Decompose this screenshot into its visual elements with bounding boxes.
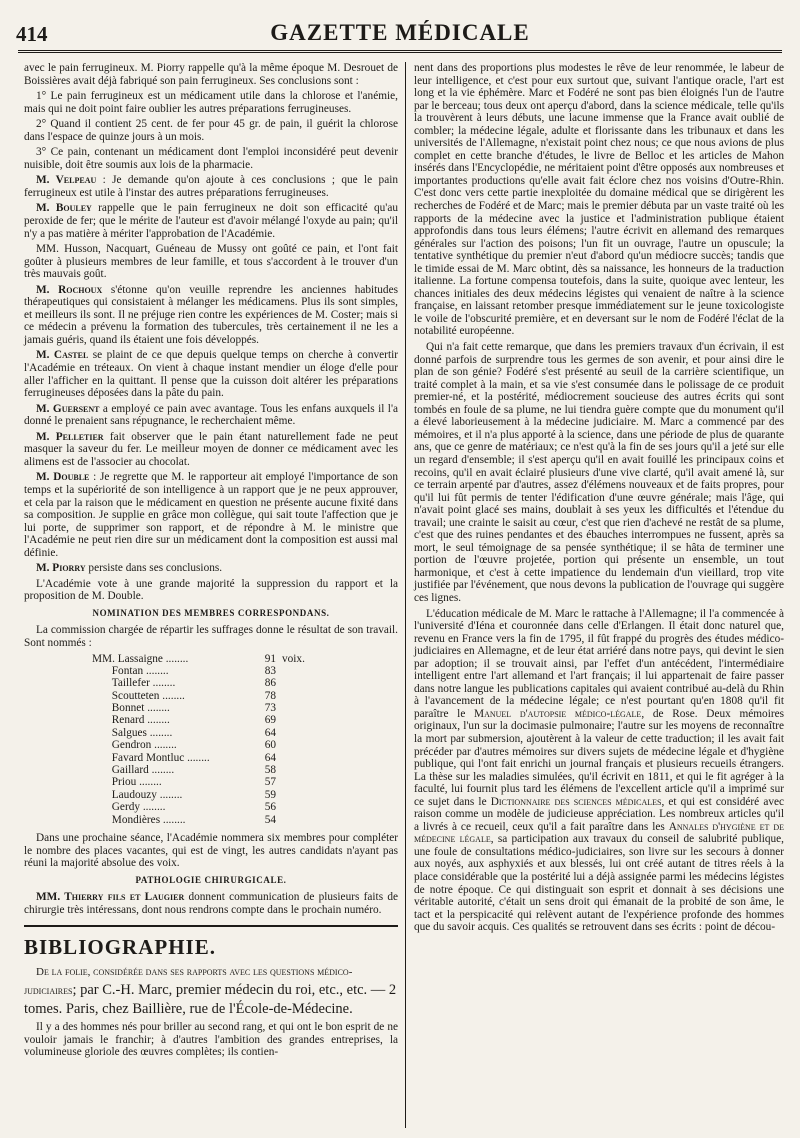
book-reference: Dictionnaire des sciences médicales [490,795,662,808]
vote-row [92,789,398,801]
vote-count: 59 [264,788,276,801]
member-name: Gaillard ........ [92,764,175,777]
vote-count: 54 [264,813,276,826]
speech-text: fait observer que le pain étant naturellement fade ne peut masquer la saveur du fer. Le meilleur moyen de donner ce médicament avec les alimens est de l'associer au chocolat. [24,430,398,468]
paragraph [24,202,398,240]
member-name: Gerdy ........ [92,801,166,814]
speech-text: : Je demande qu'on ajoute à ces conclusions ; que le pain ferrugineux est utile à l'instar des autres préparations ferrugineuses. [24,174,399,199]
vote-count: 86 [264,677,276,690]
vote-count: 64 [264,751,276,764]
text-run: , sa participation aux travaux du conseil de salubrité publique, une foule de consultations médico-judiciaires, son livre sur les secours à donner aux noyés, aux asphyxiés et aux blessés, lui ont créé autant de titres réels à la place considérable que la postérité lui a déjà assignée parmi les médecins légistes de notre époque. Ce qui distinguait son esprit et donnait à ses décisions une véritable autorité, c'était un sens droit qui émanait de la probité de son âme, le tact et la perspicacité qui relèvent autant de l'expérience profonde des hommes que du savoir acquis. Ces qualités se retrouvent dans ses écrits : point de décou- [414,833,784,934]
speech-text: rappelle que le pain ferrugineux ne doit son efficacité qu'au peroxide de fer; que le mérite de l'auteur est d'avoir mélangé l'oxyde au pain; qu'il n'y a pas matière à mériter l'approbation de l'Académie. [24,202,399,240]
journal-reference: Annales d'hygiène et de médecine légale [414,820,785,846]
speech-text: s'étonne qu'on veuille reprendre les anciennes habitudes thérapeutiques qui consistaient à mélanger les médicamens. Plus ils sont simples, et meilleurs ils sont. Il ne préjuge rien contre les expériences de M. Coster; mais si ce médecin a prévenu la formation des tubercules, très certainement il ne les a jamais guéris, quand ils étaient une fois développés. [24,283,398,346]
member-name: Renard ........ [92,714,170,727]
page-header [10,14,790,52]
vote-row [92,727,398,739]
paragraph: L'Académie vote à une grande majorité la suppression du rapport et la proposition de M. Double. [24,577,398,603]
speaker-name: M. Pelletier [36,430,104,443]
member-name: Salgues ........ [92,726,173,739]
speech-text: persiste dans ses conclusions. [85,562,223,575]
paragraph [24,403,398,428]
speaker-name: MM. Thierry fils et Laugier [36,891,185,904]
vote-count: 64 [264,726,276,739]
member-name: Favard Montluc ........ [92,751,210,764]
book-title [24,962,398,1018]
vote-unit: voix. [282,652,305,665]
vote-row [92,665,398,677]
paragraph [24,562,398,575]
member-name: Laudouzy ........ [92,788,183,801]
left-column [24,62,398,1062]
vote-row [92,702,398,714]
vote-row [92,764,398,776]
conclusion-1: 1° Le pain ferrugineux est un médicament utile dans la chlorose et l'anémie, mais qui ne doit point faire oublier les autres préparations ferrugineuses. [24,90,398,115]
votes-list [92,653,398,826]
right-column [414,62,784,937]
header-rule [18,50,782,53]
text-run: , de Rose. Deux mémoires originaux, l'un sur la docimasie pulmonaire; l'autre sur les moyens de reconnaître la mort par submersion, ajoutèrent à la valeur de cette traduction; il les avait fait précéder par d'autres mémoires sur divers sujets de médecine légale et d'hygiène publique, qui l'ont fait enrichi un journal français et plusieurs recueils étrangers. La thèse sur les maladies simulées, qu'il écrivit en 1811, et qui le fit agréger à la faculté, lui fournit plus tard les élémens de l'excellent article qu'il a imprimé sur ce sujet dans le [414,707,785,808]
speaker-name: M. Velpeau [36,174,97,187]
section-heading-pathology: PATHOLOGIE CHIRURGICALE. [135,874,287,885]
vote-row [92,714,398,726]
speech-text: donnent communication de plusieurs faits de chirurgie très intéressans, dont nous rendrons compte dans le prochain numéro. [24,891,399,916]
speech-text: : Je regrette que M. le rapporteur ait employé l'importance de son temps et la supériorité de son intelligence à un rapport que je ne peux approuver, et cela par la raison que le médicament en question ne présente aucune fixité dans sa composition. Je supplie en grâce mon collègue, qui sait toute l'affection que je lui porte, de supprimer son rapport, et de répondre à M. le ministre que l'Académie ne peut rien dire sur un médicament dont la composition est aussi mal définie. [24,471,398,559]
speaker-name: M. Piorry [36,562,86,575]
paragraph: avec le pain ferrugineux. M. Piorry rappelle qu'à la même époque M. Desrouet de Boissières avait déjà fabriqué son pain ferrugineux. Ses conclusions sont : [24,62,398,87]
conclusion-3: 3° Ce pain, contenant un médicament dont l'emploi inconsidéré peut devenir nuisible, doit être soumis aux lois de la pharmacie. [24,146,398,171]
vote-row [92,752,398,764]
journal-title: GAZETTE MÉDICALE [270,20,530,45]
paragraph: Il y a des hommes nés pour briller au second rang, et qui ont le bon esprit de ne vouloir jamais le franchir; à d'autres l'ambition des grandes entreprises, la volumineuse gloriole des œuvres complètes; ils contien- [24,1021,398,1059]
paragraph [414,608,784,934]
paragraph [24,349,398,399]
vote-row [92,776,398,788]
speaker-name: M. Bouley [36,202,92,215]
vote-count: 73 [264,702,276,715]
vote-row [92,653,398,665]
conclusion-2: 2° Quand il contient 25 cent. de fer pour 45 gr. de pain, il guérit la chlorose dans l'espace de quinze jours à un mois. [24,118,398,143]
member-name: Mondières ........ [92,813,186,826]
vote-count: 78 [264,689,276,702]
vote-count: 58 [264,764,276,777]
text-run: L'éducation médicale de M. Marc le rattache à l'Allemagne; il l'a commencée à l'université d'Iéna et couronnée dans celle d'Erlangen. Il était donc naturel que, revenu en France vers la fin de 1795, il fût frappé du progrès des études médico-judiciaires en Allemagne, et de leur état arriéré dans notre pays, qui devint le sien par adoption; il se trouvait ainsi, par l'effet d'un antécédent, l'intermédiaire intelligent entre l'art allemand et l'art français; il lui appartenait de faire passer dans notre langue les publications capitales qui avaient contribué au-delà du Rhin à l'avancement de la médecine légale; ce n'est pourtant qu'en 1808 qu'il fit paraître le [414,607,784,720]
book-title-caps: De la folie, considérée dans ses rapports avec les questions médico-judiciaires [24,966,353,998]
member-name: Scoutteten ........ [92,689,185,702]
paragraph: nent dans des proportions plus modestes le rêve de leur renommée, le labeur de leur intelligence, et c'est pour eux surtout que, suivant l'antique oracle, l'art est long et la vie éphémère. Marc et Fodéré ne sont pas bien éloignés l'un de l'autre par le berceau; tous deux ont aperçu d'abord, dans la science médicale, telle qu'ils la trouvèrent à leurs débuts, une lacune immense que la France avait oublié de combler; la médecine légale, adulte et florissante dans les tribunaux et dans les universités de l'Allemagne, n'existait point chez nous; ce que nous avions de plus complet en cette branche d'études, le livre de Belloc et les articles de Mahon insérés dans l'Encyclopédie, ne méritaient point d'être opposés aux nombreuses et importantes productions qu'elle avait fait éclore chez nos voisins d'Outre-Rhin. C'est donc vers cette partie inexploitée du domaine médical que se dirigèrent les recherches de Fodéré et de Marc; mais le premier débuta par un vaste traité où les rapports de la médecine avec la justice et l'administration publique étaient approfondis dans tous leurs élémens; l'autre écrivit en allemand des remarques générales sur l'action des poisons; l'un fit un ouvrage, l'autre un opuscule; la tentative synthétique du premier n'eut d'abord qu'un médiocre succès; tandis que le timide essai de M. Marc obtint, dès sa naissance, les honneurs de la traduction italienne. La fortune compensa toutefois, dans la suite, quoique avec lenteur, les chances initiales des deux médecins légistes qui venaient de naître à la science française, en laissant retomber presque immédiatement sur le jeune toxicologiste le voile de l'obscurité première, et en deversant sur le nom de Fodéré l'éclat de la notabilité européenne. [414,62,784,338]
vote-count: 91 [264,652,276,665]
speech-text: a employé ce pain avec avantage. Tous les enfans auxquels il l'a donné le prenaient sans répugnance, le recherchaient même. [24,402,398,428]
paragraph [24,471,398,559]
paragraph [24,174,398,199]
vote-count: 57 [264,776,276,789]
vote-row [92,814,398,826]
vote-row [92,690,398,702]
book-title-rest: ; par C.-H. Marc, premier médecin du roi, etc., etc. — 2 tomes. Paris, chez Baillière, rue de l'École-de-Médecine. [24,982,397,1018]
speaker-name: M. Guersent [36,402,100,415]
section-separator [24,925,398,927]
text-run: , et qui est considéré avec raison comme un modèle de judicieuse appréciation. Les nombreux articles qu'il a livrés à ce recueil, ceux qu'il a fait paraître dans les [414,795,785,833]
column-divider [405,62,406,1128]
vote-row [92,677,398,689]
bibliographie-heading: BIBLIOGRAPHIE. [24,935,216,960]
paragraph: Qui n'a fait cette remarque, que dans les premiers travaux d'un écrivain, il est donné parfois de surprendre tous les germes de son avenir, et pour ainsi dire le plan de son génie? Fodéré s'est présenté au seuil de la carrière scientifique, un traité complet à la main, et sa vie s'est consumée dans le polissage de ce produit premier-né, et la postérité, médiocrement soucieuse des autres écrits qui sont tombés en foule de sa plume, ne lui tiendra guère compte que du monument qu'il a élevé laborieusement à la médecine judiciaire. M. Marc a commencé par des mémoires, et il n'a plus apporté à la science, dans une période de plus de quarante ans, que ce genre de matériaux; ce n'est qu'à la fin de ses jours qu'il a jeté sur elle un regard d'ensemble; il s'est aperçu qu'il en avait fouillé les principaux coins et recoins, qu'il en avait éclairé plusieurs d'une vive clarté, qu'il avait amené là, sur ce terrain arpenté par d'autres, assez d'élémens nouveaux et de faits propres, pour qu'il lui fût permis de tenter l'édification d'une œuvre générale; mais l'âge, qui n'avait point glacé ses mains, doublait à ses yeux les difficultés et l'étendue du travail; une crainte le saisit au cœur, c'est que rien d'achevé ne restât de sa plume, c'est que des ruines pendantes et des ébauches interrompues ne fussent, après sa mort, le seul témoignage de sa pensée synthétique; il se hâta de terminer une portion de l'œuvre projetée, portion qui présente un ensemble, un tout harmonique, et c'est à cette impatience du lendemain d'un vieillard, trop vite justifiée par l'événement, que nous devons la publication de l'ouvrage qui suggère ces lignes. [414,341,784,604]
speaker-name: M. Castel [36,349,89,362]
paragraph [24,431,398,469]
book-reference: Manuel d'autopsie médico-légale [474,707,642,720]
page-number: 414 [16,22,48,46]
vote-count: 69 [264,714,276,727]
vote-row [92,739,398,751]
paragraph: Dans une prochaine séance, l'Académie nommera six membres pour compléter le nombre des places vacantes, qui est de vingt, les autres candidats n'ayant pas réuni la majorité absolue des voix. [24,831,398,870]
member-name: Bonnet ........ [92,702,170,715]
vote-count: 83 [264,664,276,677]
speaker-name: M. Double [36,471,90,484]
speech-text: se plaint de ce que depuis quelque temps on cherche à convertir l'Académie en tréteaux. On vient à chaque instant mendier un éloge d'elle pour aller l'afficher en la quittant. Il pense que la cuisson doit altérer les préparations ferrugineuses déposées dans la pâte du pain. [24,349,398,400]
member-name: MM. Lassaigne ........ [92,652,189,665]
member-name: Taillefer ........ [92,677,176,690]
member-name: Gendron ........ [92,739,177,752]
section-heading-nomination: NOMINATION DES MEMBRES CORRESPONDANS. [92,607,330,618]
vote-row [92,801,398,813]
vote-count: 56 [264,801,276,814]
paragraph [24,891,398,916]
member-name: Fontan ........ [92,664,169,677]
paragraph [24,284,398,347]
member-name: Priou ........ [92,776,162,789]
vote-count: 60 [264,739,276,752]
paragraph: MM. Husson, Nacquart, Guéneau de Mussy ont goûté ce pain, et l'ont fait goûter à plusieurs membres de leur famille, et tous s'accordent à le trouver d'un très mauvais goût. [24,243,398,281]
speaker-name: M. Rochoux [36,283,103,296]
paragraph: La commission chargée de répartir les suffrages donne le résultat de son travail. Sont nommés : [24,624,398,649]
